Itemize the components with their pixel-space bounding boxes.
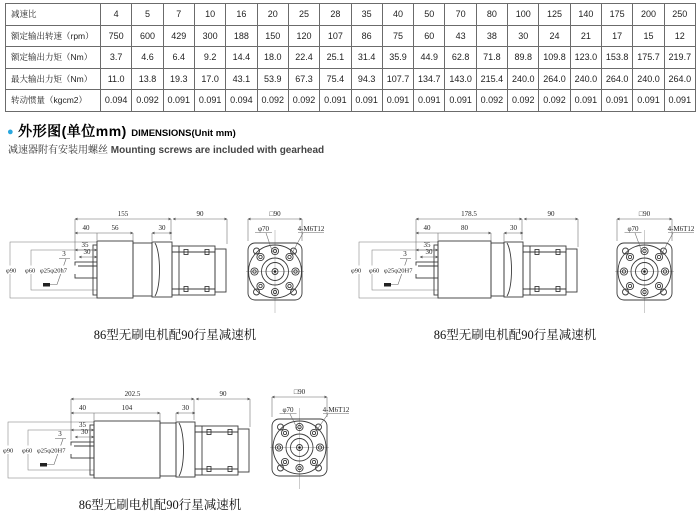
table-cell: 24: [539, 25, 570, 47]
dim-shaft-total: 35: [81, 241, 89, 249]
table-cell: 175: [602, 4, 633, 26]
table-cell: 35.9: [382, 47, 413, 69]
table-cell: 30: [508, 25, 539, 47]
table-cell: 219.7: [664, 47, 695, 69]
label-bolt-circle: φ70: [257, 225, 270, 233]
table-cell: 62.8: [445, 47, 476, 69]
dim-seg1: 40: [82, 224, 90, 232]
table-cell: 123.0: [570, 47, 601, 69]
label-mount-holes: 4-M6T12: [667, 225, 695, 233]
label-dia1: φ90: [3, 447, 14, 455]
table-cell: 109.8: [539, 47, 570, 69]
row-label: 转动惯量（kgcm2）: [6, 90, 101, 112]
table-cell: 10: [194, 4, 225, 26]
dim-key: 3: [58, 430, 62, 438]
row-label: 最大输出力矩（Nm）: [6, 68, 101, 90]
table-cell: 175.7: [633, 47, 664, 69]
table-cell: 0.091: [382, 90, 413, 112]
label-square: □90: [638, 210, 651, 218]
key-mark: [43, 283, 50, 287]
table-cell: 4.6: [132, 47, 163, 69]
table-cell: 60: [414, 25, 445, 47]
table-cell: 18.0: [257, 47, 288, 69]
table-cell: 0.092: [539, 90, 570, 112]
table-cell: 71.8: [476, 47, 507, 69]
table-cell: 120: [288, 25, 319, 47]
drawing-1-caption: 86型无刷电机配90行星减速机: [93, 328, 257, 342]
table-cell: 0.091: [414, 90, 445, 112]
dim-seg3: 30: [158, 224, 166, 232]
row-label: 额定输出转速（rpm）: [6, 25, 101, 47]
label-mount-holes: 4-M6T12: [322, 406, 350, 414]
table-cell: 14.4: [226, 47, 257, 69]
table-cell: 12: [664, 25, 695, 47]
table-cell: 107.7: [382, 68, 413, 90]
dim-key: 3: [62, 250, 66, 258]
label-dia2: φ60: [22, 447, 33, 455]
table-cell: 100: [508, 4, 539, 26]
section-note-en: Mounting screws are included with gearhead: [108, 145, 325, 156]
table-cell: 75.4: [320, 68, 351, 90]
row-label: 额定输出力矩（Nm）: [6, 47, 101, 69]
table-cell: 300: [194, 25, 225, 47]
drawing-3-front-view: [270, 388, 350, 489]
label-dia3: φ25φ20h7: [40, 267, 68, 275]
table-cell: 6.4: [163, 47, 194, 69]
label-dia3: φ25φ20H7: [384, 267, 413, 275]
drawing-1-front-view: [246, 210, 325, 313]
dim-total: 178.5: [461, 210, 477, 218]
dim-key: 3: [403, 250, 407, 258]
key-mark: [384, 283, 391, 287]
dim-seg2: 80: [461, 224, 468, 232]
table-cell: 20: [257, 4, 288, 26]
table-cell: 9.2: [194, 47, 225, 69]
label-bolt-circle: φ70: [282, 406, 294, 414]
table-cell: 600: [132, 25, 163, 47]
section-note-cn: 减速器附有安装用螺丝: [8, 145, 108, 156]
table-cell: 31.4: [351, 47, 382, 69]
dim-motor: 90: [219, 390, 227, 398]
table-cell: 75: [382, 25, 413, 47]
drawing-3: [1, 388, 350, 489]
table-cell: 250: [664, 4, 695, 26]
dim-motor: 90: [196, 210, 204, 218]
table-cell: 44.9: [414, 47, 445, 69]
drawing-2: [349, 210, 695, 313]
table-cell: 0.092: [508, 90, 539, 112]
dim-total: 155: [117, 210, 129, 218]
table-cell: 15: [633, 25, 664, 47]
label-mount-holes: 4-M6T12: [297, 225, 325, 233]
table-cell: 264.0: [539, 68, 570, 90]
table-cell: 125: [539, 4, 570, 26]
table-cell: 0.091: [570, 90, 601, 112]
table-cell: 22.4: [288, 47, 319, 69]
table-cell: 67.3: [288, 68, 319, 90]
table-cell: 38: [476, 25, 507, 47]
table-cell: 240.0: [570, 68, 601, 90]
table-cell: 53.9: [257, 68, 288, 90]
label-square: □90: [269, 210, 281, 218]
table-cell: 25: [288, 4, 319, 26]
dim-seg1: 40: [79, 404, 86, 412]
dim-seg3: 30: [182, 404, 189, 412]
table-cell: 13.8: [132, 68, 163, 90]
table-cell: 21: [570, 25, 601, 47]
table-cell: 17.0: [194, 68, 225, 90]
table-cell: 0.092: [132, 90, 163, 112]
dim-shaft-total: 35: [423, 241, 431, 249]
table-cell: 80: [476, 4, 507, 26]
section-title-cn: 外形图(单位mm): [18, 123, 127, 139]
table-cell: 0.091: [633, 90, 664, 112]
table-cell: 188: [226, 25, 257, 47]
label-dia2: φ60: [25, 267, 36, 275]
row-label: 减速比: [6, 4, 101, 26]
dim-seg3: 30: [510, 224, 517, 232]
table-cell: 94.3: [351, 68, 382, 90]
table-cell: 0.091: [320, 90, 351, 112]
key-mark: [40, 463, 47, 467]
label-dia2: φ60: [369, 267, 380, 275]
table-cell: 0.092: [257, 90, 288, 112]
label-bolt-circle: φ70: [627, 225, 639, 233]
table-cell: 0.092: [476, 90, 507, 112]
table-cell: 16: [226, 4, 257, 26]
dim-shaft-usable: 30: [83, 248, 91, 256]
table-cell: 0.091: [445, 90, 476, 112]
section-title-en: DIMENSIONS(Unit mm): [131, 128, 236, 139]
drawing-3-caption: 86型无刷电机配90行星减速机: [78, 498, 242, 512]
table-cell: 70: [445, 4, 476, 26]
table-cell: 0.091: [602, 90, 633, 112]
table-cell: 19.3: [163, 68, 194, 90]
table-cell: 28: [320, 4, 351, 26]
label-dia1: φ90: [6, 267, 17, 275]
table-cell: 200: [633, 4, 664, 26]
table-cell: 143.0: [445, 68, 476, 90]
table-cell: 3.7: [101, 47, 132, 69]
table-cell: 43.1: [226, 68, 257, 90]
table-cell: 86: [351, 25, 382, 47]
table-cell: 750: [101, 25, 132, 47]
table-cell: 0.091: [351, 90, 382, 112]
drawing-2-side-view: [416, 241, 577, 298]
table-cell: 11.0: [101, 68, 132, 90]
label-dia1: φ90: [351, 267, 362, 275]
drawing-2-caption: 86型无刷电机配90行星减速机: [433, 328, 597, 342]
table-cell: 0.092: [288, 90, 319, 112]
table-cell: 25.1: [320, 47, 351, 69]
table-cell: 50: [414, 4, 445, 26]
label-dia3: φ25φ20H7: [37, 447, 66, 455]
table-cell: 7: [163, 4, 194, 26]
table-cell: 107: [320, 25, 351, 47]
drawing-2-front-view: [615, 210, 695, 313]
drawing-1-side-view: [75, 241, 226, 298]
table-cell: 0.091: [664, 90, 695, 112]
table-cell: 215.4: [476, 68, 507, 90]
dim-seg2: 104: [121, 404, 133, 412]
dim-shaft-total: 35: [79, 421, 86, 429]
table-cell: 43: [445, 25, 476, 47]
table-cell: 5: [132, 4, 163, 26]
drawing-3-side-view: [71, 421, 249, 478]
dim-shaft-usable: 30: [81, 428, 88, 436]
dim-shaft-usable: 30: [425, 248, 433, 256]
dim-motor: 90: [547, 210, 555, 218]
table-cell: 240.0: [633, 68, 664, 90]
table-cell: 35: [351, 4, 382, 26]
table-cell: 240.0: [508, 68, 539, 90]
table-cell: 134.7: [414, 68, 445, 90]
table-cell: 264.0: [602, 68, 633, 90]
table-cell: 4: [101, 4, 132, 26]
dim-total: 202.5: [124, 390, 141, 398]
table-cell: 429: [163, 25, 194, 47]
table-cell: 0.091: [163, 90, 194, 112]
table-cell: 40: [382, 4, 413, 26]
dim-seg2: 56: [111, 224, 119, 232]
table-cell: 140: [570, 4, 601, 26]
table-cell: 264.0: [664, 68, 695, 90]
table-cell: 0.094: [101, 90, 132, 112]
drawing-1: [4, 210, 325, 313]
bullet-icon: ●: [7, 126, 14, 138]
table-cell: 0.091: [194, 90, 225, 112]
table-cell: 0.094: [226, 90, 257, 112]
dim-seg1: 40: [423, 224, 431, 232]
table-cell: 153.8: [602, 47, 633, 69]
label-square: □90: [293, 388, 306, 396]
table-cell: 17: [602, 25, 633, 47]
table-cell: 150: [257, 25, 288, 47]
table-cell: 89.8: [508, 47, 539, 69]
